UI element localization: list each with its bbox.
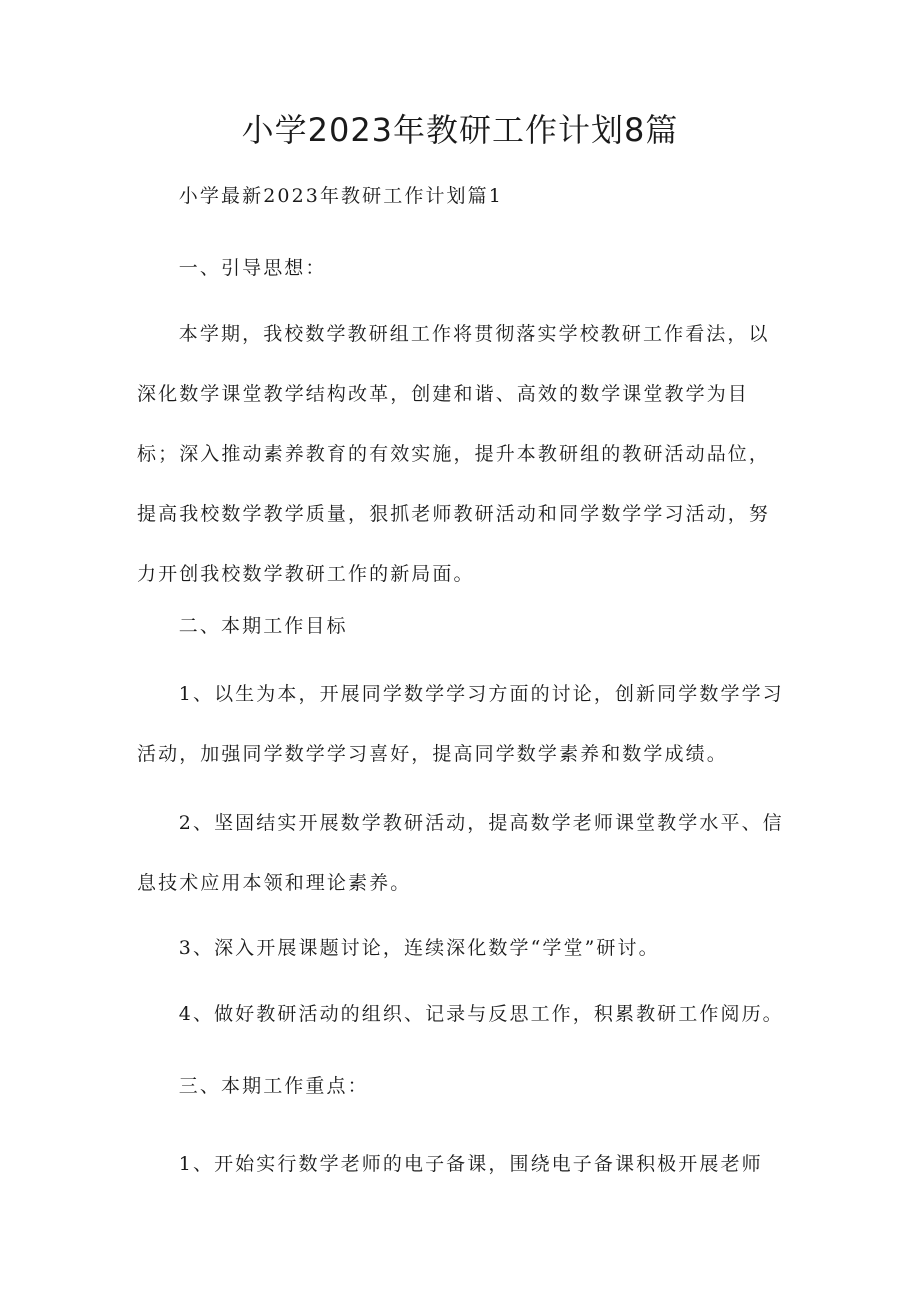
document-title: 小学2023年教研工作计划8篇 <box>241 111 679 149</box>
section-3-item-1: 1、开始实行数学老师的电子备课，围绕电子备课积极开展老师 <box>178 1153 763 1175</box>
section-2-item-2: 2、坚固结实开展数学教研活动，提高数学老师课堂教学水平、信息技术应用本领和理论素养。 <box>137 812 784 894</box>
section-2-heading: 二、本期工作目标 <box>178 615 348 637</box>
section-2-item-4: 4、做好教研活动的组织、记录与反思工作，积累教研工作阅历。 <box>178 1003 784 1025</box>
section-2-item-1: 1、以生为本，开展同学数学学习方面的讨论，创新同学数学学习活动，加强同学数学学习喜好，提高同学数学素养和数学成绩。 <box>137 683 784 765</box>
section-2-item-3: 3、深入开展课题讨论，连续深化数学“学堂”研讨。 <box>178 937 660 959</box>
section-1-body: 本学期，我校数学教研组工作将贯彻落实学校教研工作看法，以深化数学课堂教学结构改革，创建和谐、高效的数学课堂教学为目标；深入推动素养教育的有效实施，提升本教研组的教研活动品位，提高我校数学教学质量，狠抓老师教研活动和同学数学学习活动，努力开创我校数学教研工作的新局面。 <box>137 323 771 585</box>
section-1-heading: 一、引导思想： <box>178 257 327 279</box>
section-3-heading: 三、本期工作重点： <box>178 1075 369 1097</box>
document-subtitle: 小学最新2023年教研工作计划篇1 <box>178 185 503 207</box>
